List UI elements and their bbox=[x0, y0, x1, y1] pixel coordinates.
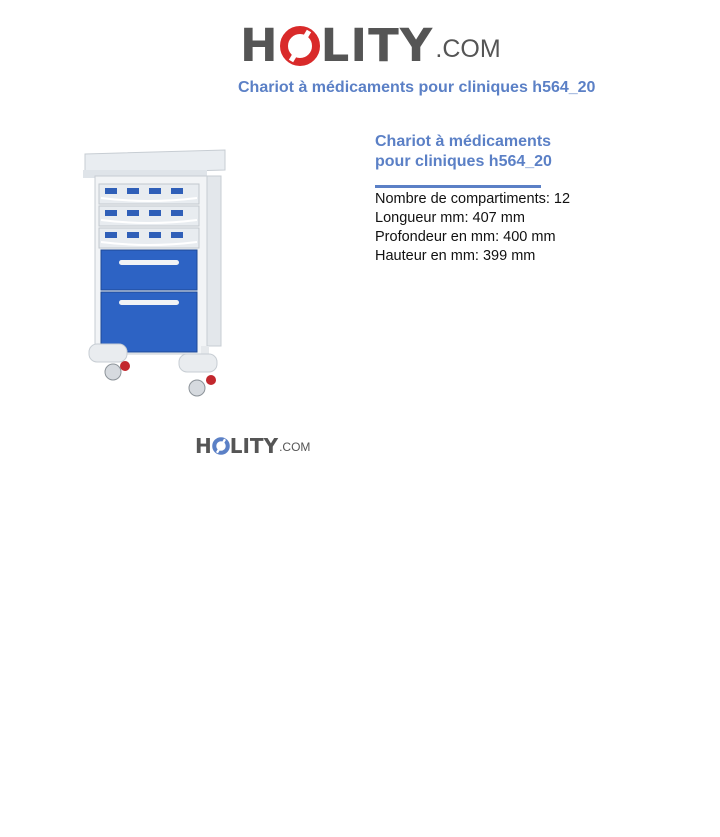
product-info bbox=[375, 132, 635, 266]
spec-depth: Profondeur en mm: 400 mm bbox=[375, 229, 556, 245]
logo-small-domain: .COM bbox=[279, 440, 311, 454]
spec-length: Longueur mm: 407 mm bbox=[375, 210, 525, 226]
logo-letters-lity: LITY bbox=[320, 19, 434, 72]
holity-logo[interactable] bbox=[240, 12, 501, 72]
logo-wordmark bbox=[240, 19, 434, 72]
logo-small-letters-lity: LITY bbox=[229, 434, 279, 458]
logo-small-letter-h: H bbox=[195, 434, 212, 458]
holity-logo-small bbox=[195, 436, 310, 456]
compartment-rows bbox=[99, 184, 199, 248]
product-title-line1: Chariot à médicaments bbox=[375, 133, 552, 150]
logo-letter-h: H bbox=[240, 19, 279, 72]
page-title: Chariot à médicaments pour cliniques h564_20 bbox=[238, 79, 596, 96]
spec-height: Hauteur en mm: 399 mm bbox=[375, 248, 536, 264]
product-title bbox=[375, 132, 635, 172]
title-divider bbox=[375, 185, 541, 188]
product-title-line2: pour cliniques h564_20 bbox=[375, 153, 552, 170]
logo-o-icon bbox=[280, 26, 320, 66]
logo-domain: .COM bbox=[435, 35, 501, 63]
medication-cart-image bbox=[75, 140, 275, 420]
spec-compartments: Nombre de compartiments: 12 bbox=[375, 191, 571, 207]
logo-small-wordmark bbox=[195, 436, 278, 456]
logo-small-o-icon bbox=[212, 437, 230, 455]
